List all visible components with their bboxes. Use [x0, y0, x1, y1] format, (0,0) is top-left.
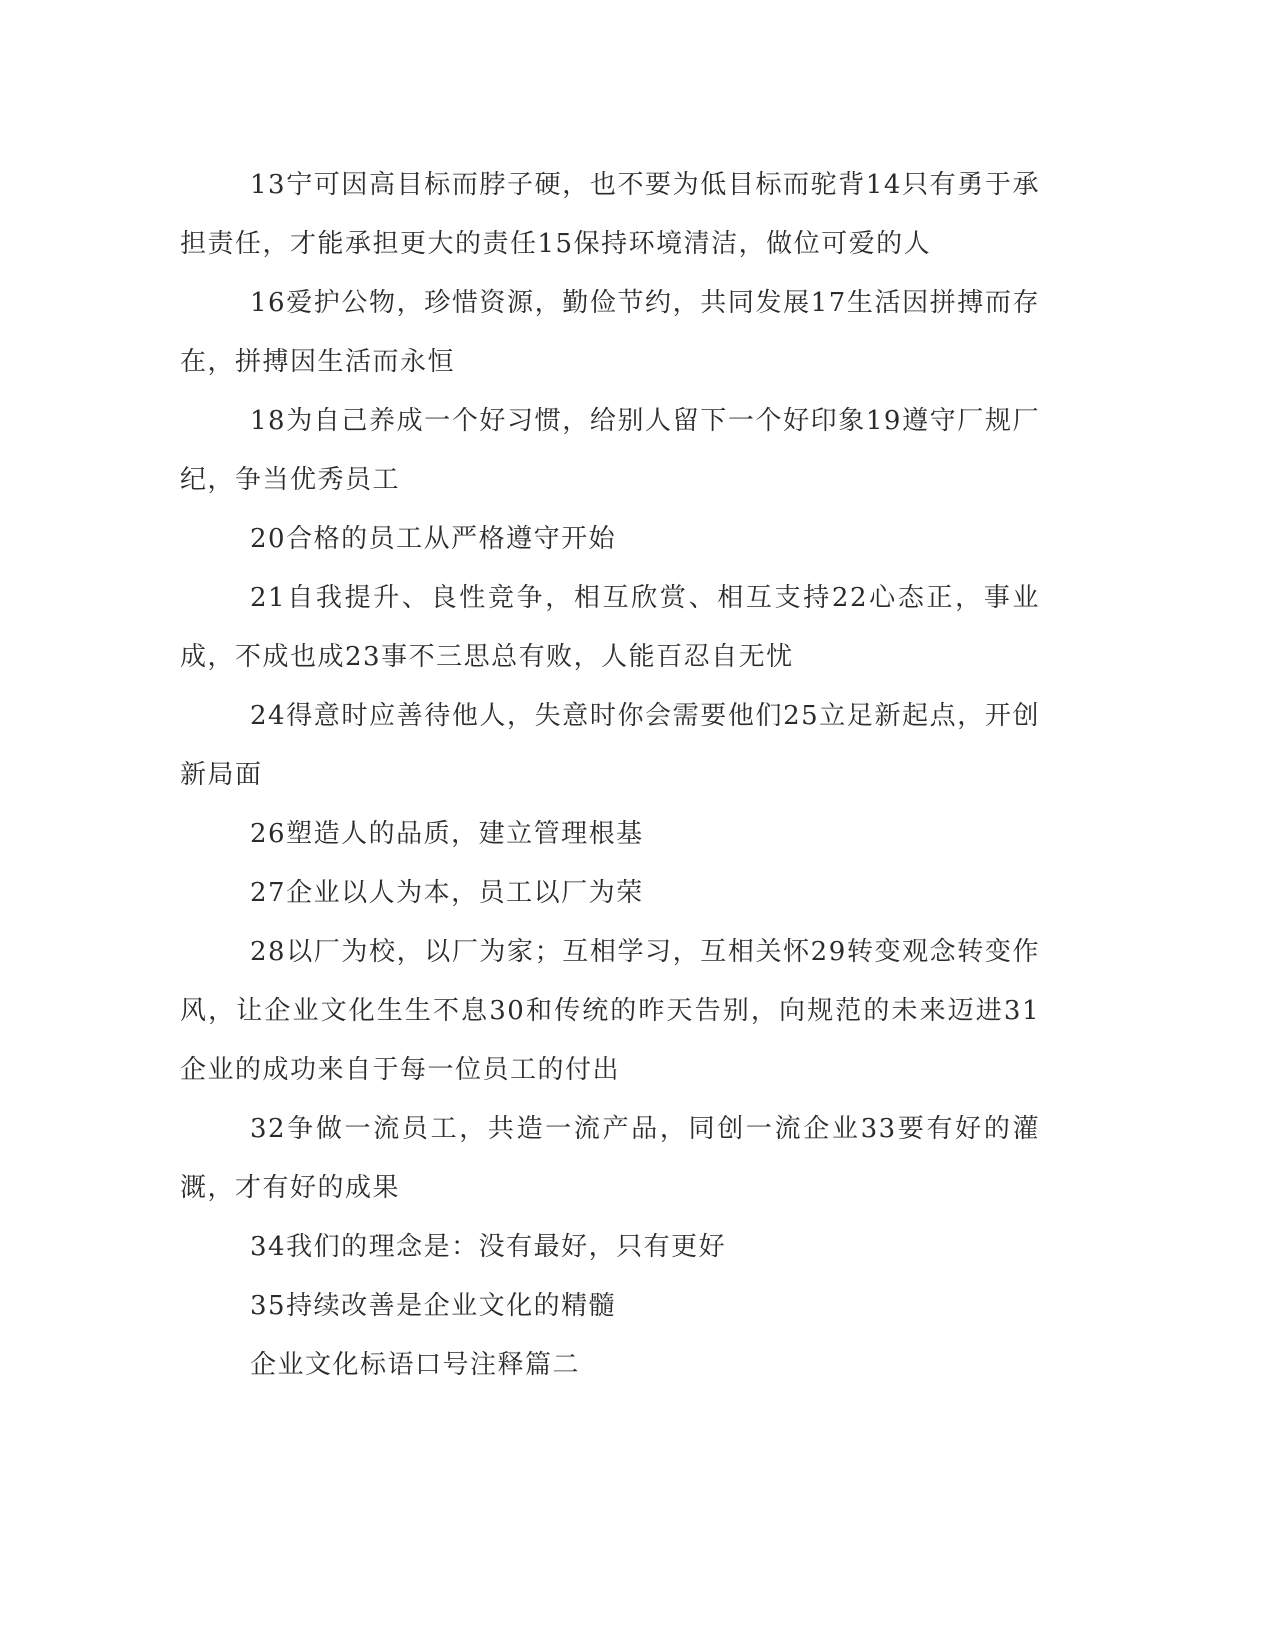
paragraph-24-25: 24得意时应善待他人，失意时你会需要他们25立足新起点，开创新局面 [180, 701, 1040, 790]
paragraph-26: 26塑造人的品质，建立管理根基 [250, 819, 644, 849]
paragraph-32-33: 32争做一流员工，共造一流产品，同创一流企业33要有好的灌溉，才有好的成果 [180, 1114, 1040, 1203]
paragraph-27: 27企业以人为本，员工以厂为荣 [250, 878, 644, 908]
document-body [180, 156, 1040, 1395]
paragraph-34: 34我们的理念是：没有最好，只有更好 [250, 1232, 727, 1262]
paragraph-16-17: 16爱护公物，珍惜资源，勤俭节约，共同发展17生活因拼搏而存在，拼搏因生活而永恒 [180, 288, 1040, 377]
paragraph-20: 20合格的员工从严格遵守开始 [250, 524, 617, 554]
paragraph-21-23: 21自我提升、良性竞争，相互欣赏、相互支持22心态正，事业成，不成也成23事不三思总有败，人能百忍自无忧 [180, 583, 1040, 672]
paragraph-28-31: 28以厂为校，以厂为家；互相学习，互相关怀29转变观念转变作风，让企业文化生生不息30和传统的昨天告别，向规范的未来迈进31企业的成功来自于每一位员工的付出 [180, 937, 1040, 1085]
section-heading: 企业文化标语口号注释篇二 [250, 1350, 581, 1380]
paragraph-35: 35持续改善是企业文化的精髓 [250, 1291, 617, 1321]
paragraph-13-15: 13宁可因高目标而脖子硬，也不要为低目标而驼背14只有勇于承担责任，才能承担更大的责任15保持环境清洁，做位可爱的人 [180, 170, 1040, 259]
paragraph-18-19: 18为自己养成一个好习惯，给别人留下一个好印象19遵守厂规厂纪，争当优秀员工 [180, 406, 1040, 495]
